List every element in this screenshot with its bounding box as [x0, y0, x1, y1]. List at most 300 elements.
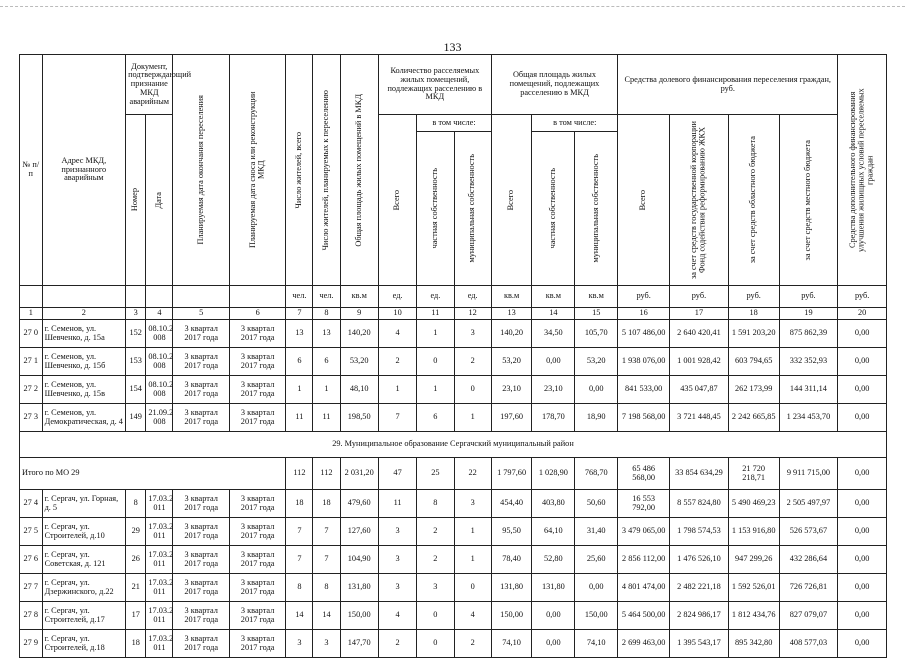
- table-cell: 7 198 568,00: [618, 404, 670, 432]
- table-cell: 18: [126, 630, 146, 658]
- table-row: [20, 490, 887, 518]
- table-cell: 479,60: [340, 490, 378, 518]
- header-rooms-municipal: муниципальная собственность: [454, 131, 491, 285]
- header-total-area: Общая площадь жилых помещений в МКД: [340, 55, 378, 286]
- table-cell: 432 286,64: [779, 546, 838, 574]
- subtotal-cell: 112: [313, 458, 340, 490]
- table-cell: 21.09.2 008: [146, 404, 173, 432]
- table-row: [20, 320, 887, 348]
- table-cell: 152: [126, 320, 146, 348]
- section-block: [20, 432, 887, 490]
- table-cell: 53,20: [575, 348, 618, 376]
- address-cell: г. Семенов, ул. Шевченко, д. 15б: [42, 348, 126, 376]
- column-number-cell: 20: [838, 308, 887, 320]
- table-cell: 1: [417, 320, 454, 348]
- table-cell: 3 квартал 2017 года: [229, 602, 285, 630]
- header-planned-demolish-date: Планируемая дата сноса или реконструкции МКД: [229, 55, 285, 286]
- table-cell: 4: [454, 602, 491, 630]
- table-cell: 0,00: [532, 602, 575, 630]
- subtotal-cell: 0,00: [838, 458, 887, 490]
- table-cell: 1 938 076,00: [618, 348, 670, 376]
- table-cell: 2: [454, 348, 491, 376]
- table-cell: 3 721 448,45: [670, 404, 729, 432]
- table-cell: 1 001 928,42: [670, 348, 729, 376]
- table-cell: 0,00: [838, 404, 887, 432]
- table-cell: 2 699 463,00: [618, 630, 670, 658]
- table-cell: 2 482 221,18: [670, 574, 729, 602]
- unit-cell: кв.м: [491, 286, 532, 308]
- column-number-cell: 12: [454, 308, 491, 320]
- table-cell: 3 квартал 2017 года: [229, 630, 285, 658]
- table-cell: 3: [378, 546, 416, 574]
- table-cell: 3 квартал 2017 года: [229, 546, 285, 574]
- table-cell: 0: [417, 602, 454, 630]
- column-number-cell: 9: [340, 308, 378, 320]
- table-cell: 1 812 434,76: [728, 602, 779, 630]
- header-address: Адрес МКД, признанного аварийным: [42, 55, 126, 286]
- table-cell: 74,10: [575, 630, 618, 658]
- header-area-to-resettle: Общая площадь жилых помещений, подлежащих расселению в МКД: [491, 55, 617, 115]
- table-cell: 48,10: [340, 376, 378, 404]
- table-cell: 0,00: [532, 348, 575, 376]
- subtotal-label: Итого по МО 29: [20, 458, 286, 490]
- header-rooms-total: Всего: [378, 115, 416, 286]
- table-cell: 726 726,81: [779, 574, 838, 602]
- table-cell: 0: [417, 630, 454, 658]
- address-cell: г. Семенов, ул. Шевченко, д. 15а: [42, 320, 126, 348]
- table-cell: 131,80: [532, 574, 575, 602]
- table-cell: 947 299,26: [728, 546, 779, 574]
- unit-cell: чел.: [313, 286, 340, 308]
- table-cell: 154: [126, 376, 146, 404]
- column-number-cell: 4: [146, 308, 173, 320]
- table-cell: 0,00: [838, 348, 887, 376]
- table-cell: 7: [313, 518, 340, 546]
- table-cell: 408 577,03: [779, 630, 838, 658]
- table-cell: 3: [313, 630, 340, 658]
- table-cell: 27 4: [20, 490, 43, 518]
- column-number-cell: 2: [42, 308, 126, 320]
- table-cell: 18: [286, 490, 313, 518]
- table-cell: 0: [417, 348, 454, 376]
- table-cell: 17.03.2 011: [146, 630, 173, 658]
- address-cell: г. Семенов, ул. Шевченко, д. 15в: [42, 376, 126, 404]
- table-cell: 147,70: [340, 630, 378, 658]
- table-cell: 25,60: [575, 546, 618, 574]
- table-cell: 23,10: [532, 376, 575, 404]
- column-number-cell: 18: [728, 308, 779, 320]
- column-number-cell: 6: [229, 308, 285, 320]
- table-cell: 3 квартал 2017 года: [173, 630, 229, 658]
- table-row: [20, 518, 887, 546]
- column-number-cell: 3: [126, 308, 146, 320]
- table-cell: 3 квартал 2017 года: [229, 518, 285, 546]
- table-cell: 1: [313, 376, 340, 404]
- header-area-private: частная собственность: [532, 131, 575, 285]
- table-cell: 0,00: [838, 546, 887, 574]
- table-cell: 3 квартал 2017 года: [229, 574, 285, 602]
- address-cell: г. Сергач, ул. Строителей, д.18: [42, 630, 126, 658]
- table-cell: 27 0: [20, 320, 43, 348]
- table-cell: 3 квартал 2017 года: [229, 376, 285, 404]
- table-cell: 08.10.2 008: [146, 376, 173, 404]
- column-number-cell: 14: [532, 308, 575, 320]
- table-cell: 64,10: [532, 518, 575, 546]
- column-number-cell: 10: [378, 308, 416, 320]
- table-cell: 17.03.2 011: [146, 546, 173, 574]
- table-cell: 895 342,80: [728, 630, 779, 658]
- header-area-including: в том числе:: [532, 115, 618, 132]
- table-cell: 18: [313, 490, 340, 518]
- table-cell: 0,00: [838, 490, 887, 518]
- table-cell: 21: [126, 574, 146, 602]
- table-cell: 2: [454, 630, 491, 658]
- header-rooms-including: в том числе:: [417, 115, 492, 132]
- unit-cell: чел.: [286, 286, 313, 308]
- table-cell: 197,60: [491, 404, 532, 432]
- unit-cell: ед.: [454, 286, 491, 308]
- page-number: 133: [443, 40, 462, 54]
- header-residents-total: Число жителей, всего: [286, 55, 313, 286]
- table-cell: 104,90: [340, 546, 378, 574]
- table-cell: 53,20: [340, 348, 378, 376]
- table-cell: 2: [417, 518, 454, 546]
- table-cell: 403,80: [532, 490, 575, 518]
- table-cell: 53,20: [491, 348, 532, 376]
- column-number-cell: 1: [20, 308, 43, 320]
- subtotal-cell: 112: [286, 458, 313, 490]
- table-cell: 52,80: [532, 546, 575, 574]
- unit-cell-empty: [173, 286, 229, 308]
- table-cell: 0,00: [838, 630, 887, 658]
- unit-cell-empty: [146, 286, 173, 308]
- header-document: Документ, подтверждающий признание МКД аварийным: [126, 55, 173, 115]
- table-cell: 3: [378, 518, 416, 546]
- subtotal-cell: 33 854 634,29: [670, 458, 729, 490]
- table-cell: 3 квартал 2017 года: [229, 348, 285, 376]
- column-number-cell: 19: [779, 308, 838, 320]
- table-cell: 1 592 526,01: [728, 574, 779, 602]
- table-cell: 0,00: [575, 574, 618, 602]
- subtotal-cell: 1 797,60: [491, 458, 532, 490]
- unit-cell: руб.: [728, 286, 779, 308]
- subtotal-cell: 21 720 218,71: [728, 458, 779, 490]
- table-cell: 3 квартал 2017 года: [229, 490, 285, 518]
- address-cell: г. Сергач, ул. Советская, д. 121: [42, 546, 126, 574]
- header-area-total: Всего: [491, 115, 532, 286]
- unit-cell: ед.: [378, 286, 416, 308]
- table-cell: 8: [313, 574, 340, 602]
- table-cell: 16 553 792,00: [618, 490, 670, 518]
- table-cell: 8: [417, 490, 454, 518]
- column-number-cell: 11: [417, 308, 454, 320]
- unit-cell-empty: [229, 286, 285, 308]
- table-cell: 17.03.2 011: [146, 490, 173, 518]
- table-cell: 144 311,14: [779, 376, 838, 404]
- address-cell: г. Сергач, ул. Дзержинского, д.22: [42, 574, 126, 602]
- table-cell: 140,20: [491, 320, 532, 348]
- table-cell: 0,00: [575, 376, 618, 404]
- table-cell: 4 801 474,00: [618, 574, 670, 602]
- table-cell: 5 490 469,23: [728, 490, 779, 518]
- column-number-cell: 7: [286, 308, 313, 320]
- header-area-municipal: муниципальная собственность: [575, 131, 618, 285]
- table-cell: 1 476 526,10: [670, 546, 729, 574]
- table-cell: 3 квартал 2017 года: [173, 348, 229, 376]
- table-cell: 3 квартал 2017 года: [173, 376, 229, 404]
- table-row: [20, 630, 887, 658]
- table-row: [20, 404, 887, 432]
- unit-cell: руб.: [838, 286, 887, 308]
- table-cell: 0,00: [838, 574, 887, 602]
- table-cell: 2 824 986,17: [670, 602, 729, 630]
- table-cell: 31,40: [575, 518, 618, 546]
- table-cell: 3 квартал 2017 года: [173, 602, 229, 630]
- table-cell: 2 640 420,41: [670, 320, 729, 348]
- table-cell: 2: [378, 348, 416, 376]
- header-funding-regional: за счет средств областного бюджета: [728, 115, 779, 286]
- header-doc-date: Дата: [146, 115, 173, 286]
- column-number-cell: 16: [618, 308, 670, 320]
- table-cell: 27 2: [20, 376, 43, 404]
- subtotal-cell: 9 911 715,00: [779, 458, 838, 490]
- table-cell: 17: [126, 602, 146, 630]
- table-cell: 1 591 203,20: [728, 320, 779, 348]
- header-doc-number: Номер: [126, 115, 146, 286]
- table-header: [20, 55, 887, 320]
- table-cell: 3: [378, 574, 416, 602]
- table-cell: 0: [454, 376, 491, 404]
- table-cell: 17.03.2 011: [146, 518, 173, 546]
- table-cell: 2: [378, 630, 416, 658]
- top-edge-line: [0, 0, 905, 7]
- unit-cell: кв.м: [340, 286, 378, 308]
- column-number-cell: 15: [575, 308, 618, 320]
- table-cell: 11: [313, 404, 340, 432]
- table-cell: 8: [286, 574, 313, 602]
- subtotal-cell: 768,70: [575, 458, 618, 490]
- table-cell: 1: [286, 376, 313, 404]
- table-body-semenov: [20, 320, 887, 432]
- table-cell: 2 856 112,00: [618, 546, 670, 574]
- table-cell: 1: [454, 518, 491, 546]
- table-cell: 27 5: [20, 518, 43, 546]
- subtotal-cell: 2 031,20: [340, 458, 378, 490]
- table-cell: 332 352,93: [779, 348, 838, 376]
- table-cell: 27 8: [20, 602, 43, 630]
- table-cell: 4: [378, 602, 416, 630]
- table-cell: 875 862,39: [779, 320, 838, 348]
- header-planned-resettle-date: Планируемая дата окончания переселения: [173, 55, 229, 286]
- table-cell: 17.03.2 011: [146, 602, 173, 630]
- subtotal-cell: 1 028,90: [532, 458, 575, 490]
- header-row-no: № п/п: [20, 55, 43, 286]
- table-cell: 150,00: [340, 602, 378, 630]
- table-cell: 3 479 065,00: [618, 518, 670, 546]
- table-cell: 841 533,00: [618, 376, 670, 404]
- table-cell: 1 798 574,53: [670, 518, 729, 546]
- address-cell: г. Сергач, ул. Строителей, д.10: [42, 518, 126, 546]
- unit-cell: руб.: [779, 286, 838, 308]
- header-funding-total: Всего: [618, 115, 670, 286]
- table-cell: 127,60: [340, 518, 378, 546]
- unit-cell: кв.м: [575, 286, 618, 308]
- subtotal-cell: 22: [454, 458, 491, 490]
- table-cell: 2: [417, 546, 454, 574]
- column-number-cell: 8: [313, 308, 340, 320]
- table-cell: 153: [126, 348, 146, 376]
- table-cell: 7: [313, 546, 340, 574]
- table-cell: 3: [286, 630, 313, 658]
- table-cell: 1 234 453,70: [779, 404, 838, 432]
- table-cell: 78,40: [491, 546, 532, 574]
- table-cell: 3: [454, 320, 491, 348]
- table-cell: 3 квартал 2017 года: [173, 320, 229, 348]
- column-number-cell: 5: [173, 308, 229, 320]
- table-cell: 178,70: [532, 404, 575, 432]
- table-cell: 262 173,99: [728, 376, 779, 404]
- table-cell: 0,00: [838, 602, 887, 630]
- table-cell: 6: [286, 348, 313, 376]
- table-cell: 13: [313, 320, 340, 348]
- section-title: 29. Муниципальное образование Сергачский муниципальный район: [20, 432, 887, 458]
- table-cell: 149: [126, 404, 146, 432]
- table-row: [20, 602, 887, 630]
- table-cell: 14: [286, 602, 313, 630]
- unit-cell: кв.м: [532, 286, 575, 308]
- column-numbers-row: [20, 308, 887, 320]
- table-cell: 7: [378, 404, 416, 432]
- header-funding-local: за счет средств местного бюджета: [779, 115, 838, 286]
- table-cell: 27 3: [20, 404, 43, 432]
- table-cell: 2 242 665,85: [728, 404, 779, 432]
- table-cell: 6: [313, 348, 340, 376]
- table-cell: 74,10: [491, 630, 532, 658]
- table-cell: 131,80: [491, 574, 532, 602]
- table-cell: 14: [313, 602, 340, 630]
- table-cell: 1 153 916,80: [728, 518, 779, 546]
- table-cell: 0,00: [838, 320, 887, 348]
- resettlement-table: [19, 54, 887, 658]
- table-cell: 3 квартал 2017 года: [173, 490, 229, 518]
- table-cell: 27 6: [20, 546, 43, 574]
- table-cell: 150,00: [491, 602, 532, 630]
- table-cell: 08.10.2 008: [146, 348, 173, 376]
- header-funding-fund: за счет средств государственной корпорации Фонд содействия реформированию ЖКХ: [670, 115, 729, 286]
- table-cell: 1: [417, 376, 454, 404]
- unit-cell: руб.: [618, 286, 670, 308]
- table-cell: 435 047,87: [670, 376, 729, 404]
- table-cell: 17.03.2 011: [146, 574, 173, 602]
- table-cell: 3 квартал 2017 года: [229, 320, 285, 348]
- table-row: [20, 574, 887, 602]
- unit-cell: руб.: [670, 286, 729, 308]
- table-cell: 105,70: [575, 320, 618, 348]
- table-cell: 6: [417, 404, 454, 432]
- table-body-sergach: [20, 490, 887, 658]
- column-number-cell: 13: [491, 308, 532, 320]
- table-cell: 1: [378, 376, 416, 404]
- table-cell: 603 794,65: [728, 348, 779, 376]
- table-cell: 13: [286, 320, 313, 348]
- table-cell: 3 квартал 2017 года: [173, 404, 229, 432]
- subtotal-cell: 47: [378, 458, 416, 490]
- unit-cell-empty: [20, 286, 43, 308]
- table-cell: 2 505 497,97: [779, 490, 838, 518]
- table-cell: 131,80: [340, 574, 378, 602]
- table-cell: 8 557 824,80: [670, 490, 729, 518]
- table-cell: 1 395 543,17: [670, 630, 729, 658]
- table-cell: 4: [378, 320, 416, 348]
- column-number-cell: 17: [670, 308, 729, 320]
- table-cell: 0,00: [838, 518, 887, 546]
- table-cell: 27 1: [20, 348, 43, 376]
- table-cell: 8: [126, 490, 146, 518]
- table-cell: 27 9: [20, 630, 43, 658]
- unit-cell-empty: [126, 286, 146, 308]
- table-cell: 34,50: [532, 320, 575, 348]
- table-cell: 11: [378, 490, 416, 518]
- subtotal-cell: 65 486 568,00: [618, 458, 670, 490]
- table-cell: 26: [126, 546, 146, 574]
- table-cell: 1: [454, 546, 491, 574]
- table-cell: 140,20: [340, 320, 378, 348]
- table-cell: 29: [126, 518, 146, 546]
- table-cell: 7: [286, 518, 313, 546]
- header-rooms-private: частная собственность: [417, 131, 454, 285]
- address-cell: г. Семенов, ул. Демократическая, д. 4: [42, 404, 126, 432]
- table-cell: 23,10: [491, 376, 532, 404]
- table-cell: 5 464 500,00: [618, 602, 670, 630]
- table-cell: 0: [454, 574, 491, 602]
- subtotal-cell: 25: [417, 458, 454, 490]
- table-cell: 454,40: [491, 490, 532, 518]
- header-residents-planned: Число жителей, планируемых к переселению: [313, 55, 340, 286]
- table-cell: 3 квартал 2017 года: [173, 518, 229, 546]
- table-cell: 27 7: [20, 574, 43, 602]
- table-cell: 198,50: [340, 404, 378, 432]
- table-cell: 08.10.2 008: [146, 320, 173, 348]
- table-cell: 5 107 486,00: [618, 320, 670, 348]
- table-row: [20, 348, 887, 376]
- table-cell: 11: [286, 404, 313, 432]
- unit-cell: ед.: [417, 286, 454, 308]
- table-cell: 95,50: [491, 518, 532, 546]
- table-cell: 3 квартал 2017 года: [173, 574, 229, 602]
- table-row: [20, 546, 887, 574]
- unit-cell-empty: [42, 286, 126, 308]
- table-cell: 150,00: [575, 602, 618, 630]
- table-cell: 526 573,67: [779, 518, 838, 546]
- table-cell: 3 квартал 2017 года: [173, 546, 229, 574]
- header-rooms-count: Количество расселяемых жилых помещений, подлежащих расселению в МКД: [378, 55, 491, 115]
- address-cell: г. Сергач, ул. Строителей, д.17: [42, 602, 126, 630]
- units-row: [20, 286, 887, 308]
- table-cell: 3: [417, 574, 454, 602]
- subtotal-row: [20, 458, 887, 490]
- table-row: [20, 376, 887, 404]
- table-cell: 3: [454, 490, 491, 518]
- table-cell: 18,90: [575, 404, 618, 432]
- table-cell: 3 квартал 2017 года: [229, 404, 285, 432]
- address-cell: г. Сергач, ул. Горная, д. 5: [42, 490, 126, 518]
- header-funding: Средства долевого финансирования переселения граждан, руб.: [618, 55, 838, 115]
- table-cell: 0,00: [838, 376, 887, 404]
- header-extra-funding: Средства дополнительного финансирования улучшения жилищных условий переселяемых граждан: [838, 55, 887, 286]
- table-cell: 7: [286, 546, 313, 574]
- table-cell: 0,00: [532, 630, 575, 658]
- table-cell: 50,60: [575, 490, 618, 518]
